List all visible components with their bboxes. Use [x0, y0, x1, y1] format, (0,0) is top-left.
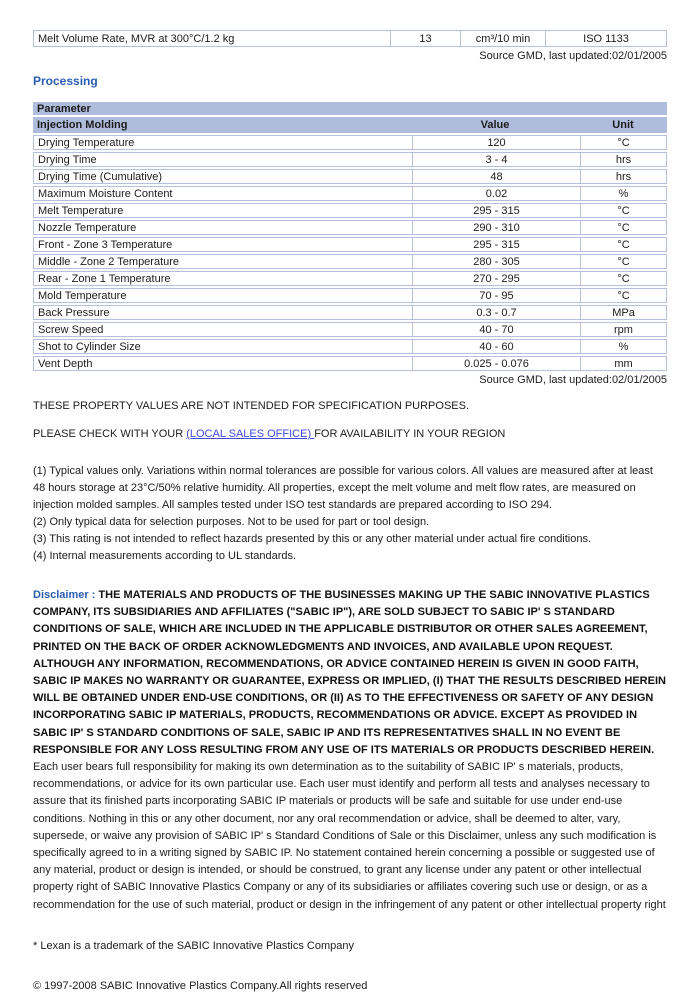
table-row [33, 237, 667, 252]
parameter-cell: Maximum Moisture Content [38, 187, 173, 200]
footnotes-block [33, 463, 667, 565]
parameter-cell: Drying Time (Cumulative) [38, 170, 163, 183]
parameter-cell: Drying Temperature [38, 136, 135, 149]
property-value-cell: 13 [390, 31, 460, 46]
unit-cell: °C [580, 255, 666, 268]
footnote-1: (1) Typical values only. Variations within normal tolerances are possible for various colors. All values are measured after at least 48 hours storage at 23°C/50% relative humidity. All properties, except the melt volume and melt flow rates, are measured on injection molded samples. All samples tested under ISO test standards are prepared according to ISO 294. [33, 465, 653, 511]
header-injection-molding-label: Injection Molding [37, 119, 128, 131]
property-unit-cell: cm³/10 min [460, 31, 545, 46]
unit-cell: °C [580, 272, 666, 285]
value-cell: 3 - 4 [412, 153, 580, 166]
table-row [33, 220, 667, 235]
value-cell: 0.025 - 0.076 [412, 357, 580, 370]
source-note-bottom: Source GMD, last updated:02/01/2005 [479, 374, 667, 386]
value-cell: 70 - 95 [412, 289, 580, 302]
table-row [33, 30, 667, 47]
header-columns-row [33, 117, 667, 133]
parameter-cell: Vent Depth [38, 357, 93, 370]
table-row [33, 135, 667, 150]
unit-cell: hrs [580, 153, 666, 166]
copyright-line: © 1997-2008 SABIC Innovative Plastics Company.All rights reserved [33, 979, 368, 992]
unit-cell: °C [580, 238, 666, 251]
table-row [33, 203, 667, 218]
unit-cell: °C [580, 136, 666, 149]
table-row [33, 271, 667, 286]
value-cell: 280 - 305 [412, 255, 580, 268]
table-row [33, 356, 667, 371]
table-row [33, 152, 667, 167]
unit-cell: MPa [580, 306, 666, 319]
parameter-cell: Middle - Zone 2 Temperature [38, 255, 180, 268]
value-cell: 120 [412, 136, 580, 149]
disclaimer-normal-text: Each user bears full responsibility for making its own determination as to the suitability of SABIC IP' s materials, products, recommendations, or advice for its own particular use. Each user must identify and perform all tests and analyses necessary to assure that its finished parts incorporating SABIC IP materials or products will be safe and suitable for use under end-use conditions. Nothing in this or any other document, nor any oral recommendation or advice, shall be deemed to alter, vary, supersede, or waive any provision of SABIC IP' s Standard Conditions of Sale or this Disclaimer, unless any such modification is specifically agreed to in a writing signed by SABIC IP. No statement contained herein concerning a possible or suggested use of any material, product or design is intended, or should be construed, to grant any license under any patent or other intellectual property right of SABIC Innovative Plastics Company or any of its subsidiaries or affiliates covering such use or design, or as a recommendation for the use of such material, product or design in the infringement of any patent or other intellectual property right [33, 761, 666, 911]
table-row [33, 288, 667, 303]
footnote-3: (3) This rating is not intended to reflect hazards presented by this or any other material under actual fire conditions. [33, 533, 592, 545]
value-cell: 295 - 315 [412, 238, 580, 251]
processing-table-header [33, 102, 667, 133]
disclaimer-label: Disclaimer : [33, 589, 96, 601]
disclaimer-bold-text: THE MATERIALS AND PRODUCTS OF THE BUSINESSES MAKING UP THE SABIC INNOVATIVE PLASTICS COMPANY, ITS SUBSIDIARIES AND AFFILIATES ("SABIC IP"), ARE SOLD SUBJECT TO SABIC IP' S STANDARD CONDITIONS OF SALE, WHICH ARE INCLUDED IN THE APPLICABLE DISTRIBUTOR OR OTHER SALES AGREEMENT, PRINTED ON THE BACK OF ORDER ACKNOWLEDGMENTS AND INVOICES, AND AVAILABLE UPON REQUEST. ALTHOUGH ANY INFORMATION, RECOMMENDATIONS, OR ADVICE CONTAINED HEREIN IS GIVEN IN GOOD FAITH, SABIC IP MAKES NO WARRANTY OR GUARANTEE, EXPRESS OR IMPLIED, (I) THAT THE RESULTS DESCRIBED HEREIN WILL BE OBTAINED UNDER END-USE CONDITIONS, OR (II) AS TO THE EFFECTIVENESS OR SAFETY OF ANY DESIGN INCORPORATING SABIC IP MATERIALS, PRODUCTS, RECOMMENDATIONS OR ADVICE. EXCEPT AS PROVIDED IN SABIC IP' S STANDARD CONDITIONS OF SALE, SABIC IP AND ITS REPRESENTATIVES SHALL IN NO EVENT BE RESPONSIBLE FOR ANY LOSS RESULTING FROM ANY USE OF ITS MATERIALS OR PRODUCTS DESCRIBED HEREIN. [33, 589, 666, 756]
parameter-cell: Nozzle Temperature [38, 221, 137, 234]
unit-cell: hrs [580, 170, 666, 183]
spec-purpose-notice: THESE PROPERTY VALUES ARE NOT INTENDED FOR SPECIFICATION PURPOSES. [33, 400, 470, 412]
parameter-cell: Drying Time [38, 153, 97, 166]
parameter-cell: Front - Zone 3 Temperature [38, 238, 173, 251]
availability-notice [33, 426, 667, 443]
property-name-cell: Melt Volume Rate, MVR at 300°C/1.2 kg [38, 32, 235, 45]
parameter-cell: Rear - Zone 1 Temperature [38, 272, 171, 285]
value-cell: 295 - 315 [412, 204, 580, 217]
header-value-label: Value [480, 119, 510, 131]
table-row [33, 254, 667, 269]
processing-table-rows [33, 135, 667, 371]
processing-table [33, 102, 667, 371]
parameter-cell: Mold Temperature [38, 289, 127, 302]
value-cell: 40 - 60 [412, 340, 580, 353]
source-note-top: Source GMD, last updated:02/01/2005 [479, 50, 667, 62]
unit-cell: % [580, 340, 666, 353]
parameter-cell: Melt Temperature [38, 204, 124, 217]
value-cell: 290 - 310 [412, 221, 580, 234]
table-row [33, 322, 667, 337]
trademark-line: * Lexan is a trademark of the SABIC Innovative Plastics Company [33, 939, 354, 952]
table-row [33, 186, 667, 201]
availability-suffix: FOR AVAILABILITY IN YOUR REGION [314, 428, 506, 440]
value-cell: 270 - 295 [412, 272, 580, 285]
table-row [33, 169, 667, 184]
parameter-cell: Screw Speed [38, 323, 104, 336]
disclaimer-paragraph [33, 587, 667, 914]
value-cell: 40 - 70 [412, 323, 580, 336]
table-row [33, 305, 667, 320]
value-cell: 0.02 [412, 187, 580, 200]
table-row [33, 339, 667, 354]
availability-prefix: PLEASE CHECK WITH YOUR [33, 428, 187, 440]
unit-cell: °C [580, 204, 666, 217]
value-cell: 48 [412, 170, 580, 183]
unit-cell: °C [580, 289, 666, 302]
unit-cell: % [580, 187, 666, 200]
footnote-4: (4) Internal measurements according to UL standards. [33, 550, 297, 562]
value-cell: 0.3 - 0.7 [412, 306, 580, 319]
section-heading-processing: Processing [33, 74, 98, 88]
property-standard-cell: ISO 1133 [545, 31, 666, 46]
unit-cell: °C [580, 221, 666, 234]
header-parameter-label: Parameter [33, 102, 667, 117]
parameter-cell: Shot to Cylinder Size [38, 340, 141, 353]
local-sales-office-link[interactable]: (LOCAL SALES OFFICE) [186, 428, 315, 440]
unit-cell: mm [580, 357, 666, 370]
parameter-cell: Back Pressure [38, 306, 110, 319]
header-unit-label: Unit [612, 119, 634, 131]
footnote-2: (2) Only typical data for selection purposes. Not to be used for part or tool design. [33, 516, 430, 528]
unit-cell: rpm [580, 323, 666, 336]
melt-volume-table [33, 30, 667, 47]
